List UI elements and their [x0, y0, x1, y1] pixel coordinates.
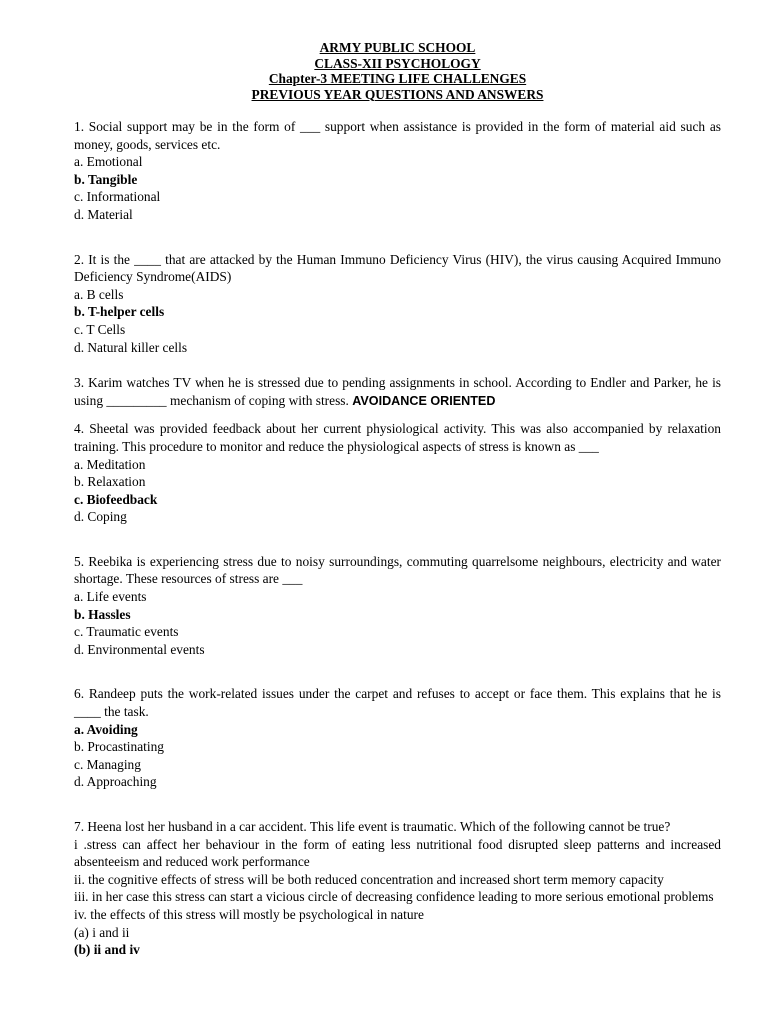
option-a: a. Emotional — [74, 154, 143, 170]
question-stem: 6. Randeep puts the work-related issues under the carpet and refuses to accept or face them. This explains that he is ____ the task. — [74, 686, 721, 720]
option-c-answer: c. Biofeedback — [74, 491, 158, 507]
option-b-answer: b. T-helper cells — [74, 304, 165, 320]
option-a: a. B cells — [74, 286, 124, 302]
statement-i: i .stress can affect her behaviour in the form of eating less nutritional food disrupted sleep patterns and increased absenteeism and reduced work performance — [74, 836, 721, 870]
question-2 — [74, 251, 721, 357]
option-b-answer: (b) ii and iv — [74, 942, 140, 958]
school-name: ARMY PUBLIC SCHOOL — [319, 40, 476, 55]
option-d: d. Coping — [74, 509, 127, 525]
option-d: d. Material — [74, 206, 133, 222]
document-header — [74, 40, 721, 102]
option-b: b. Relaxation — [74, 474, 146, 490]
option-c: c. T Cells — [74, 321, 126, 337]
option-d: d. Natural killer cells — [74, 339, 188, 355]
question-4 — [74, 420, 721, 526]
question-1 — [74, 118, 721, 224]
option-a: a. Life events — [74, 589, 147, 605]
chapter-title: Chapter-3 MEETING LIFE CHALLENGES — [268, 71, 527, 86]
option-a-answer: a. Avoiding — [74, 721, 138, 737]
question-stem: 5. Reebika is experiencing stress due to noisy surroundings, commuting quarrelsome neighbours, electricity and water shortage. These resources of stress are ___ — [74, 553, 721, 587]
question-stem — [74, 374, 721, 410]
document-page — [74, 40, 721, 959]
question-stem: 2. It is the ____ that are attacked by the Human Immuno Deficiency Virus (HIV), the virus causing Acquired Immuno Deficiency Syndrome(AIDS) — [74, 251, 721, 285]
statement-ii: ii. the cognitive effects of stress will be both reduced concentration and increased short term memory capacity — [74, 871, 664, 887]
option-d: d. Approaching — [74, 774, 157, 790]
question-5 — [74, 553, 721, 659]
option-c: c. Traumatic events — [74, 624, 179, 640]
question-7 — [74, 818, 721, 959]
option-b: b. Procastinating — [74, 739, 165, 755]
answer-text: AVOIDANCE ORIENTED — [352, 393, 496, 408]
option-b-answer: b. Tangible — [74, 171, 138, 187]
section-title: PREVIOUS YEAR QUESTIONS AND ANSWERS — [251, 86, 544, 102]
option-c: c. Informational — [74, 189, 161, 205]
question-text: 3. Karim watches TV when he is stressed due to pending assignments in school. According to Endler and Parker, he is using _________ mechanism of coping with stress. — [74, 375, 721, 408]
statement-iv: iv. the effects of this stress will mostly be psychological in nature — [74, 906, 424, 922]
class-subject: CLASS-XII PSYCHOLOGY — [314, 55, 481, 71]
option-a: a. Meditation — [74, 456, 146, 472]
question-stem: 7. Heena lost her husband in a car accident. This life event is traumatic. Which of the following cannot be true? — [74, 819, 671, 834]
question-stem: 1. Social support may be in the form of ___ support when assistance is provided in the form of material aid such as money, goods, services etc. — [74, 119, 721, 152]
question-stem: 4. Sheetal was provided feedback about her current physiological activity. This was also accompanied by relaxation training. This procedure to monitor and reduce the physiological aspects of stress is known as ___ — [74, 421, 721, 454]
question-3 — [74, 374, 721, 410]
question-6 — [74, 685, 721, 791]
option-b-answer: b. Hassles — [74, 606, 131, 622]
option-c: c. Managing — [74, 756, 141, 772]
statement-iii: iii. in her case this stress can start a vicious circle of decreasing confidence leading to more serious emotional problems — [74, 889, 714, 905]
option-d: d. Environmental events — [74, 641, 205, 657]
option-a: (a) i and ii — [74, 924, 130, 940]
